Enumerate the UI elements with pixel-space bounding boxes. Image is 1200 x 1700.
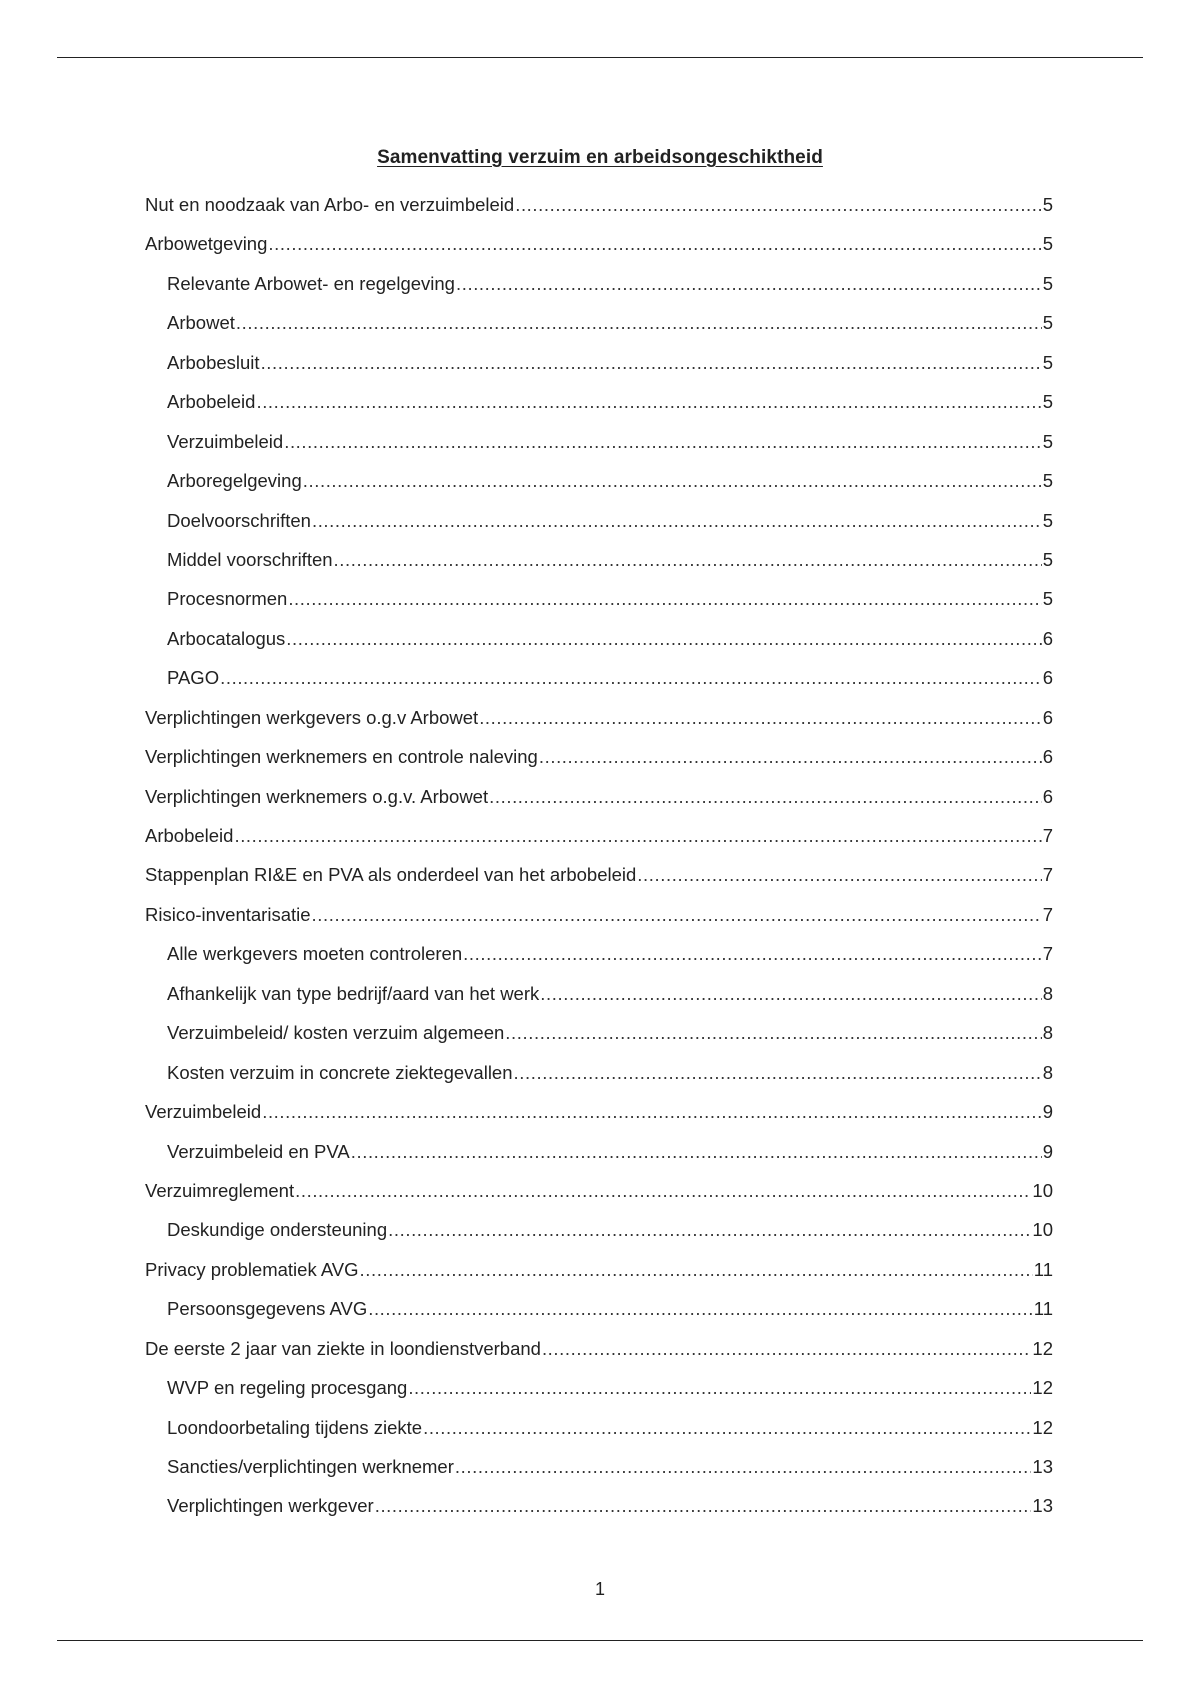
toc-leader-dots: [351, 1137, 1042, 1167]
toc-entry-label: Kosten verzuim in concrete ziektegevallen: [167, 1061, 513, 1083]
toc-entry-label: Loondoorbetaling tijdens ziekte: [167, 1416, 423, 1438]
toc-entry[interactable]: [145, 1491, 1053, 1530]
toc-entry-label: Deskundige ondersteuning: [167, 1219, 388, 1241]
toc-leader-dots: [423, 1413, 1031, 1443]
toc-entry-page: 5: [1042, 233, 1053, 255]
toc-entry-page: 9: [1042, 1101, 1053, 1123]
toc-entry-label: Verplichtingen werknemers en controle naleving: [145, 746, 538, 768]
toc-entry-page: 6: [1042, 785, 1053, 807]
toc-leader-dots: [286, 624, 1041, 654]
toc-leader-dots: [540, 979, 1041, 1009]
toc-leader-dots: [514, 1058, 1042, 1088]
toc-entry[interactable]: [145, 979, 1053, 1018]
toc-leader-dots: [408, 1373, 1031, 1403]
toc-entry-label: Arbobeleid: [145, 825, 234, 846]
toc-leader-dots: [295, 1176, 1031, 1206]
toc-entry[interactable]: [145, 703, 1053, 742]
toc-entry[interactable]: [145, 663, 1053, 702]
toc-leader-dots: [288, 584, 1041, 614]
toc-entry-page: 6: [1042, 706, 1053, 728]
toc-entry-label: Arbocatalogus: [167, 627, 286, 649]
toc-entry[interactable]: [145, 1176, 1053, 1215]
toc-leader-dots: [515, 190, 1042, 220]
toc-entry-page: 11: [1033, 1258, 1053, 1280]
toc-entry[interactable]: [145, 1215, 1053, 1254]
toc-entry-page: 5: [1042, 509, 1053, 531]
toc-leader-dots: [268, 229, 1041, 259]
toc-entry[interactable]: [145, 427, 1053, 466]
toc-entry-page: 8: [1042, 1061, 1053, 1083]
toc-entry[interactable]: [145, 1018, 1053, 1057]
toc-entry[interactable]: [145, 1137, 1053, 1176]
toc-entry-page: 13: [1032, 1456, 1053, 1477]
toc-entry-label: Nut en noodzaak van Arbo- en verzuimbeleid: [145, 194, 515, 215]
toc-entry[interactable]: [145, 1373, 1053, 1412]
toc-entry-label: Alle werkgevers moeten controleren: [167, 943, 463, 965]
toc-entry-page: 5: [1042, 391, 1053, 413]
toc-entry[interactable]: [145, 1097, 1053, 1136]
footer-rule: [57, 1640, 1143, 1641]
toc-leader-dots: [388, 1215, 1031, 1245]
toc-entry[interactable]: [145, 190, 1053, 229]
toc-entry-page: 9: [1042, 1140, 1053, 1162]
toc-entry-label: Sancties/verplichtingen werknemer: [167, 1456, 454, 1477]
toc-entry-page: 12: [1032, 1416, 1053, 1438]
toc-leader-dots: [375, 1491, 1032, 1521]
toc-entry-label: Arboregelgeving: [167, 470, 302, 492]
header-rule: [57, 57, 1143, 58]
toc-leader-dots: [334, 545, 1042, 575]
toc-leader-dots: [262, 1097, 1042, 1127]
toc-entry-page: 7: [1042, 943, 1053, 965]
toc-entry[interactable]: [145, 584, 1053, 623]
toc-leader-dots: [303, 466, 1042, 496]
toc-leader-dots: [479, 703, 1042, 733]
toc-entry-label: Persoonsgegevens AVG: [167, 1298, 368, 1320]
toc-entry-label: Procesnormen: [167, 588, 288, 610]
toc-entry-page: 5: [1042, 312, 1053, 334]
toc-entry-page: 6: [1042, 667, 1053, 689]
page-number: 1: [594, 1579, 605, 1599]
toc-entry-label: Stappenplan RI&E en PVA als onderdeel van het arbobeleid: [145, 864, 637, 886]
toc-entry[interactable]: [145, 821, 1053, 860]
toc-entry-page: 12: [1032, 1377, 1053, 1399]
toc-entry-page: 6: [1042, 627, 1053, 649]
toc-entry-page: 5: [1042, 351, 1053, 373]
document-title: Samenvatting verzuim en arbeidsongeschiktheid: [377, 147, 823, 168]
toc-entry[interactable]: [145, 506, 1053, 545]
toc-leader-dots: [542, 1334, 1031, 1364]
toc-entry[interactable]: [145, 348, 1053, 387]
toc-entry-label: PAGO: [167, 667, 220, 689]
toc-entry-page: 7: [1042, 903, 1053, 925]
toc-leader-dots: [220, 663, 1042, 693]
toc-entry-label: Verzuimreglement: [145, 1179, 295, 1201]
toc-entry-label: Afhankelijk van type bedrijf/aard van het werk: [167, 982, 540, 1004]
table-of-contents: [145, 190, 1053, 1531]
toc-entry-label: Verzuimbeleid en PVA: [167, 1140, 350, 1162]
toc-entry-label: Middel voorschriften: [167, 548, 333, 570]
toc-entry[interactable]: [145, 742, 1053, 781]
toc-entry[interactable]: [145, 624, 1053, 663]
toc-entry-label: WVP en regeling procesgang: [167, 1377, 408, 1399]
toc-leader-dots: [360, 1255, 1033, 1285]
toc-entry-label: Arbowet: [167, 312, 235, 334]
toc-entry[interactable]: [145, 782, 1053, 821]
toc-entry[interactable]: [145, 939, 1053, 978]
toc-entry-page: 8: [1042, 982, 1053, 1004]
toc-entry[interactable]: [145, 1452, 1053, 1491]
toc-leader-dots: [463, 939, 1042, 969]
toc-entry[interactable]: [145, 1255, 1053, 1294]
toc-entry-label: Verzuimbeleid: [145, 1101, 262, 1123]
toc-leader-dots: [234, 821, 1041, 851]
toc-entry[interactable]: [145, 545, 1053, 584]
toc-entry[interactable]: [145, 860, 1053, 899]
toc-entry[interactable]: [145, 900, 1053, 939]
toc-entry-page: 13: [1032, 1495, 1053, 1517]
toc-entry-label: Verzuimbeleid/ kosten verzuim algemeen: [167, 1022, 505, 1044]
toc-leader-dots: [489, 782, 1042, 812]
toc-entry-page: 7: [1042, 825, 1053, 846]
toc-entry-label: Verplichtingen werkgevers o.g.v Arbowet: [145, 706, 479, 728]
toc-leader-dots: [256, 387, 1041, 417]
toc-entry-label: Arbobeleid: [167, 391, 256, 413]
toc-entry[interactable]: [145, 1413, 1053, 1452]
toc-entry-page: 5: [1042, 470, 1053, 492]
toc-entry-label: De eerste 2 jaar van ziekte in loondienstverband: [145, 1337, 541, 1359]
toc-entry-label: Verplichtingen werkgever: [167, 1495, 374, 1517]
toc-entry[interactable]: [145, 308, 1053, 347]
toc-leader-dots: [456, 269, 1042, 299]
toc-leader-dots: [505, 1018, 1041, 1048]
toc-entry[interactable]: [145, 1334, 1053, 1373]
toc-entry-label: Verplichtingen werknemers o.g.v. Arbowet: [145, 785, 489, 807]
toc-entry-page: 6: [1042, 746, 1053, 768]
toc-entry-page: 10: [1032, 1179, 1053, 1201]
toc-entry[interactable]: [145, 387, 1053, 426]
toc-leader-dots: [236, 308, 1042, 338]
toc-entry[interactable]: [145, 229, 1053, 268]
toc-entry-label: Arbowetgeving: [145, 233, 268, 255]
toc-entry-page: 7: [1042, 864, 1053, 886]
toc-entry-label: Privacy problematiek AVG: [145, 1258, 359, 1280]
toc-entry-page: 5: [1042, 430, 1053, 452]
toc-leader-dots: [368, 1294, 1033, 1324]
toc-entry-page: 5: [1042, 194, 1053, 215]
toc-leader-dots: [539, 742, 1042, 772]
toc-entry[interactable]: [145, 1294, 1053, 1333]
toc-entry-page: 5: [1042, 548, 1053, 570]
toc-entry-page: 5: [1042, 272, 1053, 294]
toc-entry-page: 12: [1032, 1337, 1053, 1359]
toc-entry-page: 8: [1042, 1022, 1053, 1044]
toc-entry[interactable]: [145, 466, 1053, 505]
toc-entry-label: Relevante Arbowet- en regelgeving: [167, 272, 455, 294]
toc-leader-dots: [261, 348, 1042, 378]
toc-entry-label: Risico-inventarisatie: [145, 903, 311, 925]
toc-leader-dots: [284, 427, 1042, 457]
toc-leader-dots: [637, 860, 1041, 890]
toc-entry[interactable]: [145, 1058, 1053, 1097]
toc-entry-label: Doelvoorschriften: [167, 509, 311, 531]
toc-entry-page: 5: [1042, 588, 1053, 610]
toc-leader-dots: [312, 900, 1042, 930]
toc-leader-dots: [312, 506, 1042, 536]
toc-entry-page: 11: [1033, 1298, 1053, 1320]
toc-leader-dots: [455, 1452, 1032, 1482]
toc-entry-label: Verzuimbeleid: [167, 430, 284, 452]
toc-entry-label: Arbobesluit: [167, 351, 260, 373]
toc-entry-page: 10: [1032, 1219, 1053, 1241]
toc-entry[interactable]: [145, 269, 1053, 308]
